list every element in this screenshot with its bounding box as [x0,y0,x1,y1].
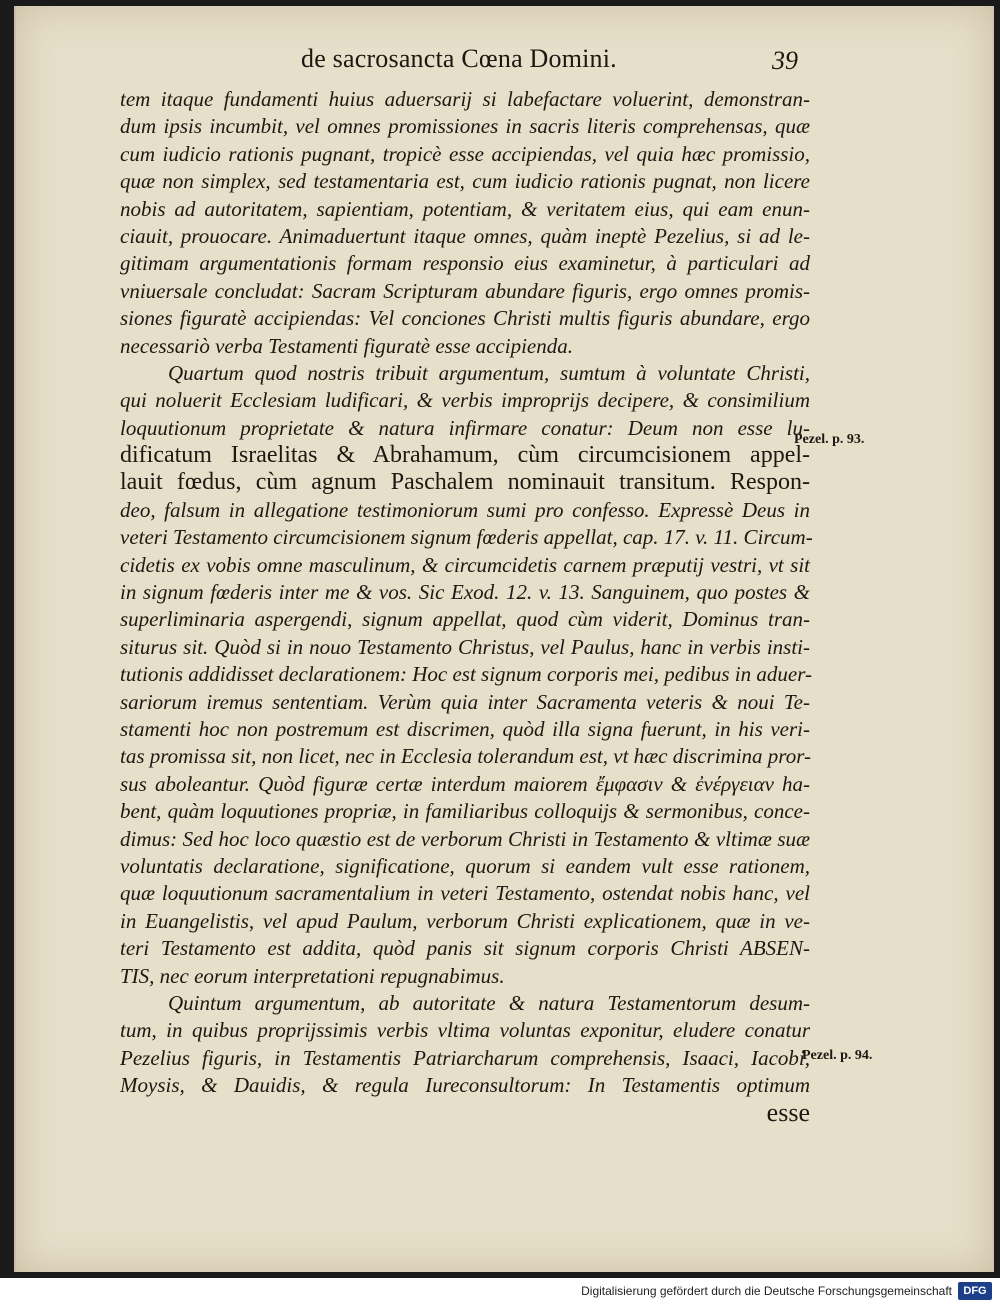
page-header [16,44,992,78]
funding-credit: Digitalisierung gefördert durch die Deutsche Forschungsgemeinschaft [581,1284,952,1298]
text-line: qui noluerit Ecclesiam ludificari, & verbis improprijs decipere, & consimilium [120,388,810,413]
text-line: Quartum quod nostris tribuit argumentum, sumtum à voluntate Christi, [168,360,810,385]
text-line: tutionis addidisset declarationem: Hoc est signum corporis mei, pedibus in aduer- [120,662,812,687]
book-page [14,6,994,1272]
text-line: deo, falsum in allegatione testimoniorum sumi pro confesso. Expressè Deus in [120,497,810,522]
text-line: nobis ad autoritatem, sapientiam, potentiam, & veritatem eius, qui eam enun- [120,196,810,221]
text-line: gitimam argumentationis formam responsio eius examinetur, à particulari ad [120,251,810,276]
text-line: voluntatis declaratione, significatione, quorum si eandem vult esse rationem, [120,853,810,878]
text-line: dum ipsis incumbit, vel omnes promissiones in sacris literis comprehensas, quæ [120,114,810,139]
text-line: vniuersale concludat: Sacram Scripturam abundare figuris, ergo omnes promis- [120,278,810,303]
text-line: dificatum Israelitas & Abrahamum, cùm circumcisionem appel- [120,442,810,469]
text-line: Moysis, & Dauidis, & regula Iureconsultorum: In Testamentis optimum [120,1073,810,1098]
text-line: Quintum argumentum, ab autoritate & natura Testamentorum desum- [168,990,810,1015]
text-line: in Euangelistis, vel apud Paulum, verborum Christi explicationem, quæ in ve- [120,908,810,933]
page-number: 39 [772,46,798,75]
text-line: superliminaria aspergendi, signum appellat, quod cùm viderit, Dominus tran- [120,607,810,632]
text-line: TIS, nec eorum interpretationi repugnabimus. [120,963,505,988]
text-line: siones figuratè accipiendas: Vel conciones Christi multis figuris abundare, ergo [120,306,810,331]
margin-note-pezel-94: Pezel. p. 94. [802,1048,873,1063]
text-line: necessariò verba Testamenti figuratè esse accipienda. [120,333,573,358]
text-line: tas promissa sit, non licet, nec in Ecclesia tolerandum est, vt hæc discrimina pror- [120,744,811,769]
text-line: tem itaque fundamenti huius aduersarij si labefactare voluerint, demonstran- [120,87,810,111]
text-line: ciauit, prouocare. Animaduertunt itaque omnes, quàm ineptè Pezelius, si ad le- [120,223,810,248]
text-line: stamenti hoc non postremum est discrimen, quòd illa signa fuerunt, in his veri- [120,716,810,741]
text-line: dimus: Sed hoc loco quæstio est de verborum Christi in Testamento & vltimæ suæ [120,826,810,851]
text-line: quæ loquutionum sacramentalium in veteri Testamento, ostendat nobis hanc, vel [120,881,810,906]
text-line: loquutionum proprietate & natura infirmare conatur: Deum non esse lu- [120,415,810,440]
text-line: cidetis ex vobis omne masculinum, & circumcidetis carnem præputij vestri, vt sit [120,552,810,577]
text-line: sus aboleantur. Quòd figuræ certæ interdum maiorem ἔμφασιν & ἐνέργειαν ha- [120,771,810,796]
catchword: esse [766,1098,810,1128]
margin-note-pezel-93: Pezel. p. 93. [794,432,865,447]
text-line: siturus sit. Quòd si in nouo Testamento Christus, vel Paulus, hanc in verbis insti- [120,634,810,659]
text-line: teri Testamento est addita, quòd panis sit signum corporis Christi ABSEN- [120,936,810,961]
text-line: bent, quàm loquutiones propriæ, in familiaribus colloquijs & sermonibus, conce- [120,799,810,824]
body-text [120,86,813,1128]
text-line: in signum fœderis inter me & vos. Sic Exod. 12. v. 13. Sanguinem, quo postes & [120,580,810,605]
text-line: Pezelius figuris, in Testamentis Patriarcharum comprehensis, Isaaci, Iacobi, [120,1045,810,1070]
text-line: quæ non simplex, sed testamentaria est, cum iudicio rationis pugnat, non licere [120,169,810,194]
text-line: cum iudicio rationis pugnant, tropicè esse accipiendas, vel quia hæc promissio, [120,141,810,166]
running-title: de sacrosancta Cœna Domini. [301,44,617,73]
text-line: tum, in quibus proprijssimis verbis vltima voluntas exponitur, eludere conatur [120,1018,810,1043]
dfg-logo: DFG [958,1282,992,1300]
text-line: veteri Testamento circumcisionem signum fœderis appellat, cap. 17. v. 11. Circum- [120,525,813,550]
text-line: lauit fœdus, cùm agnum Paschalem nominauit transitum. Respon- [120,469,810,496]
digitization-footer [0,1278,1000,1305]
text-line: sariorum iremus sententiam. Verùm quia inter Sacramenta veteris & noui Te- [120,689,810,714]
